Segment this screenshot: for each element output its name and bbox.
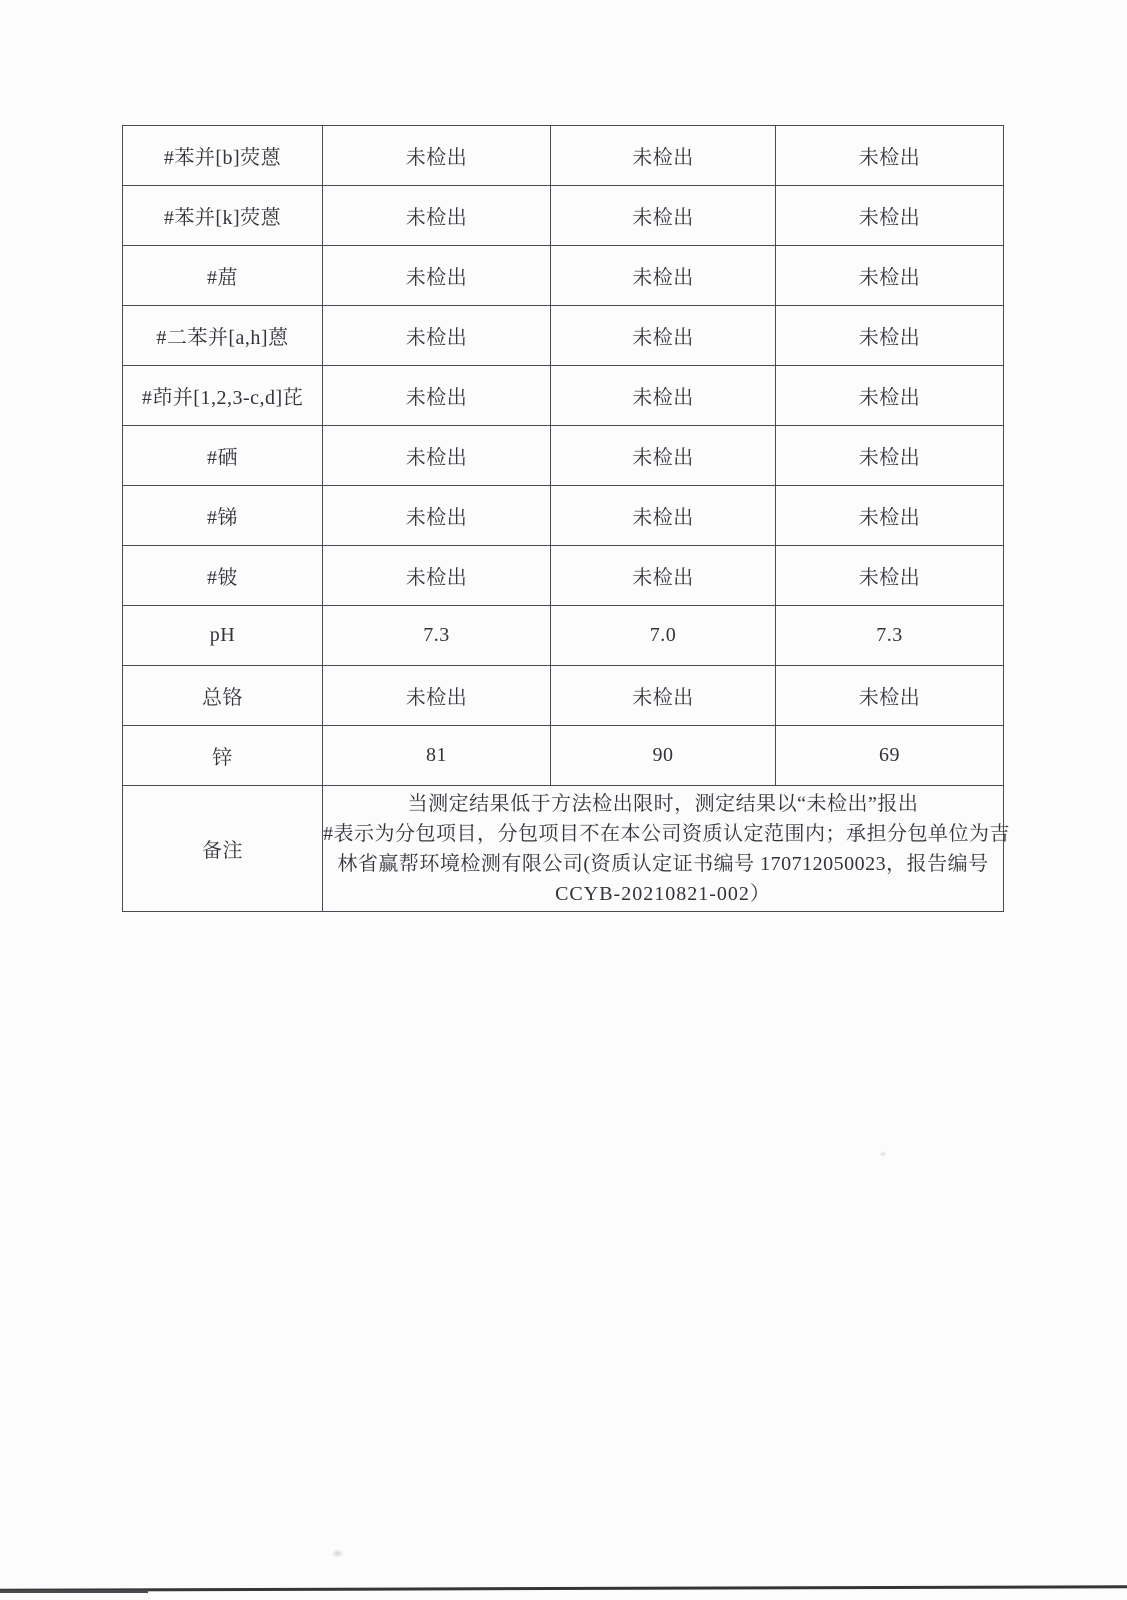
- table-row: [123, 606, 1004, 666]
- remarks-line: 当测定结果低于方法检出限时，测定结果以“未检出”报出: [407, 792, 919, 815]
- value-cell: 7.3: [323, 606, 551, 666]
- value-cell: 未检出: [551, 306, 776, 366]
- value-cell: 未检出: [776, 306, 1004, 366]
- value-cell: 未检出: [323, 426, 551, 486]
- value-cell: 7.3: [776, 606, 1004, 666]
- value-cell: 未检出: [323, 306, 551, 366]
- param-cell: pH: [123, 606, 323, 666]
- param-cell: #茚并[1,2,3-c,d]芘: [123, 366, 323, 426]
- param-cell: #锑: [123, 486, 323, 546]
- table-row: [123, 426, 1004, 486]
- remarks-cell: [323, 786, 1010, 912]
- param-cell: #二苯并[a,h]蒽: [123, 306, 323, 366]
- value-cell: 未检出: [776, 246, 1004, 306]
- value-cell: 未检出: [323, 486, 551, 546]
- scan-edge-line: [0, 1590, 148, 1593]
- value-cell: 未检出: [551, 126, 776, 186]
- table-row: [123, 306, 1004, 366]
- scan-smudge: [331, 1549, 344, 1558]
- value-cell: 未检出: [776, 546, 1004, 606]
- value-cell: 未检出: [323, 366, 551, 426]
- table-row: [123, 126, 1004, 186]
- param-cell: #苯并[k]荧蒽: [123, 186, 323, 246]
- table-row: [123, 186, 1004, 246]
- value-cell: 未检出: [776, 126, 1004, 186]
- param-cell: #硒: [123, 426, 323, 486]
- scan-edge-line: [0, 1585, 1127, 1592]
- remarks-line: #表示为分包项目，分包项目不在本公司资质认定范围内；承担分包单位为吉: [323, 822, 1010, 845]
- value-cell: 81: [323, 726, 551, 786]
- value-cell: 未检出: [776, 426, 1004, 486]
- value-cell: 未检出: [551, 366, 776, 426]
- value-cell: 90: [551, 726, 776, 786]
- value-cell: 未检出: [776, 366, 1004, 426]
- value-cell: 未检出: [551, 246, 776, 306]
- value-cell: 未检出: [776, 666, 1004, 726]
- value-cell: 7.0: [551, 606, 776, 666]
- table-row: [123, 546, 1004, 606]
- param-cell: #铍: [123, 546, 323, 606]
- table-row: [123, 486, 1004, 546]
- value-cell: 未检出: [551, 186, 776, 246]
- value-cell: 69: [776, 726, 1004, 786]
- remarks-line: 林省赢帮环境检测有限公司(资质认定证书编号 170712050023，报告编号: [337, 852, 989, 875]
- table-row: [123, 666, 1004, 726]
- value-cell: 未检出: [323, 666, 551, 726]
- param-cell: 总铬: [123, 666, 323, 726]
- param-cell: #苯并[b]荧蒽: [123, 126, 323, 186]
- table-row-remarks: [123, 786, 1004, 912]
- value-cell: 未检出: [323, 186, 551, 246]
- value-cell: 未检出: [551, 666, 776, 726]
- remarks-line: CCYB-20210821-002）: [555, 882, 771, 905]
- value-cell: 未检出: [776, 486, 1004, 546]
- value-cell: 未检出: [551, 426, 776, 486]
- value-cell: 未检出: [323, 546, 551, 606]
- results-table: [122, 125, 1010, 912]
- scan-smudge: [879, 1151, 887, 1157]
- table-row: [123, 246, 1004, 306]
- param-cell: 锌: [123, 726, 323, 786]
- value-cell: 未检出: [776, 186, 1004, 246]
- param-cell: #䓛: [123, 246, 323, 306]
- table-row: [123, 726, 1004, 786]
- value-cell: 未检出: [551, 486, 776, 546]
- value-cell: 未检出: [323, 126, 551, 186]
- remarks-label-cell: 备注: [123, 786, 323, 912]
- table-row: [123, 366, 1004, 426]
- value-cell: 未检出: [323, 246, 551, 306]
- value-cell: 未检出: [551, 546, 776, 606]
